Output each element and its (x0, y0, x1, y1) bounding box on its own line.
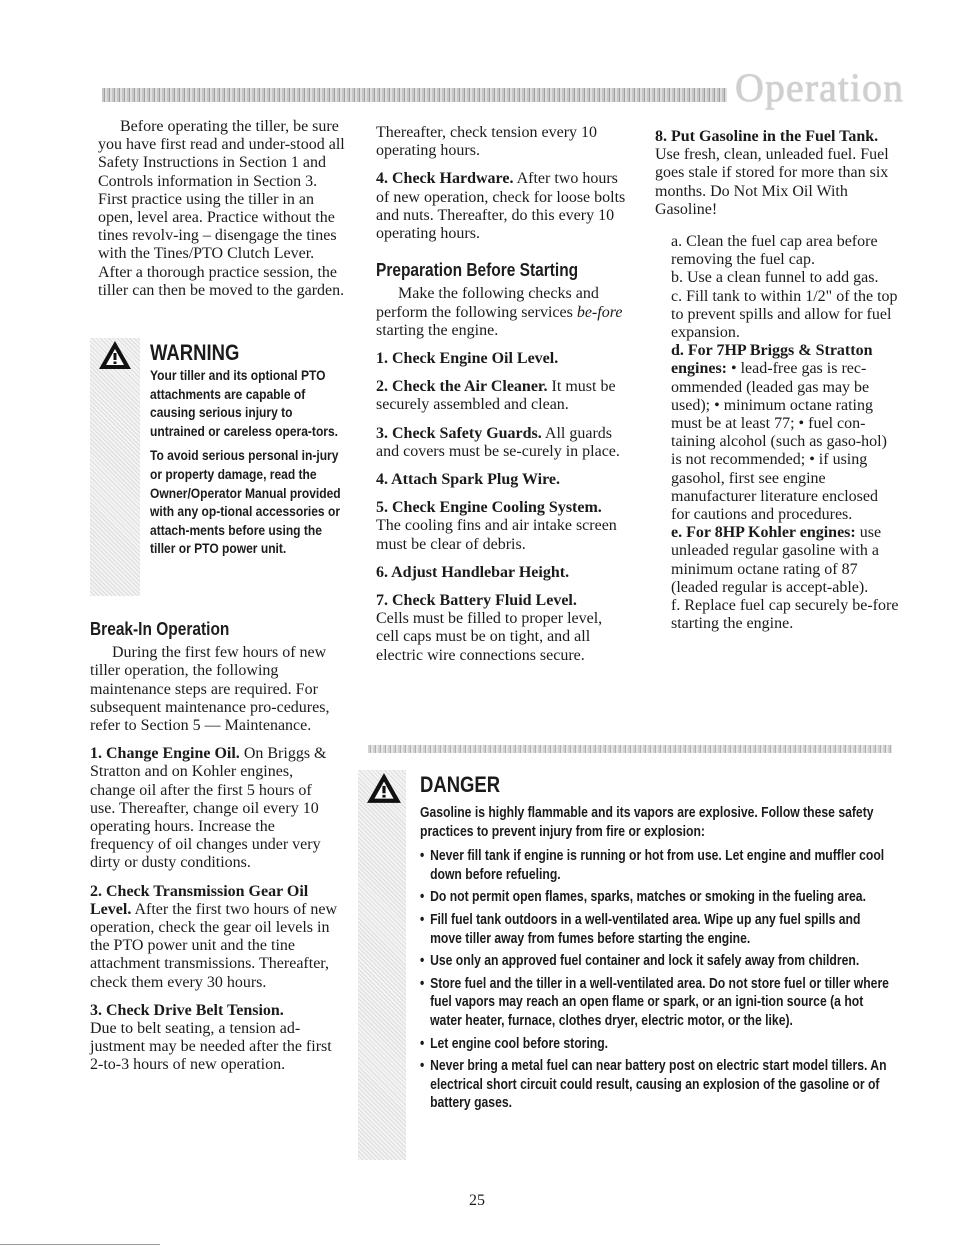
check-5-title: 5. Check Engine Cooling System. (376, 499, 602, 517)
step-e-title: e. For 8HP Kohler engines: (671, 524, 856, 542)
check-4: 4. Attach Spark Plug Wire. (376, 471, 561, 489)
step-c (671, 288, 900, 343)
footer-line (0, 1244, 160, 1245)
danger-list (420, 847, 890, 1113)
item-8-text: Use fresh, clean, unleaded fuel. Fuel goes stale if stored for more than six months. Do Not Mix Oil With Gasoline! (655, 146, 889, 218)
danger-text (420, 804, 890, 1113)
danger-bullet: • Fill fuel tank outdoors in a well-ventilated area. Wipe up any fuel spills and move tiller away from fumes before starting the engine. (420, 911, 890, 948)
warning-shade (90, 338, 140, 596)
step-c-label: c. (671, 287, 683, 305)
danger-top-rule (368, 745, 892, 753)
step-c-text: Fill tank to within 1/2" of the top to prevent spills and allow for fuel expansion. (671, 287, 898, 342)
check-7 (376, 592, 626, 665)
check-5 (376, 499, 626, 554)
item-4 (376, 170, 626, 243)
danger-bullet: • Let engine cool before storing. (420, 1035, 890, 1054)
danger-bullet: • Do not permit open flames, sparks, matches or smoking in the fueling area. (420, 888, 890, 907)
check-1: 1. Check Engine Oil Level. (376, 350, 559, 368)
step-f-label: f. (671, 597, 681, 615)
prep-text-em: be-fore (576, 303, 623, 321)
item-2-text: After the first two hours of new operation, check the gear oil levels in the PTO power unit and the tine attachment transmissions. Thereafter, check them every 30 hours. (90, 900, 338, 991)
page-number: 25 (469, 1192, 485, 1209)
fuel-steps (655, 233, 900, 633)
danger-intro: Gasoline is highly flammable and its vapors are explosive. Follow these safety practices to prevent injury from fire or explosion: (420, 805, 874, 840)
item-1-text: On Briggs & Stratton and on Kohler engines, change oil after the first 5 hours of use. Thereafter, change oil every 10 operating hours. Increase the frequency of oil changes under very dirty or dusty conditions. (90, 745, 327, 872)
item-1-title: 1. Change Engine Oil. (90, 745, 240, 763)
step-d-title: d. For 7HP Briggs & Stratton engines: (671, 342, 873, 378)
item-2-title: 2. Check Transmission Gear Oil Level. (90, 882, 309, 918)
break-in-text: During the first few hours of new tiller operation, the following maintenance steps are required. For subsequent maintenance pro-cedures, refer to Section 5 — Maintenance. (90, 644, 330, 735)
item-3-text: Due to belt seating, a tension ad-justment may be needed after the first 2-to-3 hours of new operation. (90, 1020, 332, 1074)
check-3 (376, 425, 626, 461)
column-1-intro (98, 118, 350, 300)
danger-bullet: • Store fuel and the tiller in a well-ventilated area. Do not store fuel or tiller where fuel vapors may reach an open flame or spark, or an igni-tion source (a hot water heater, furnace, clothes dryer, electric motor, or the like). (420, 975, 890, 1031)
break-in-section (90, 620, 340, 1075)
check-6: 6. Adjust Handlebar Height. (376, 563, 570, 581)
danger-bullet: • Use only an approved fuel container and lock it safely away from children. (420, 952, 890, 971)
prep-text-a: Make the following checks and perform the following services (376, 285, 599, 321)
step-e (671, 524, 900, 597)
danger-box (358, 770, 898, 1162)
check-7-text: Cells must be filled to proper level, cell caps must be on tight, and all electric wire connections secure. (376, 610, 603, 664)
column-3 (655, 128, 900, 633)
item-8-title: 8. Put Gasoline in the Fuel Tank. (655, 128, 879, 145)
warning-text (150, 366, 344, 558)
check-2 (376, 378, 626, 414)
danger-title: DANGER (420, 772, 501, 797)
step-d (671, 342, 900, 524)
step-a (671, 233, 900, 269)
warning-title: WARNING (150, 340, 240, 365)
item-4-title: 4. Check Hardware. (376, 170, 514, 188)
item-3 (90, 1002, 340, 1075)
warning-paragraph-2: To avoid serious personal in-jury or property damage, read the Owner/Operator Manual provided with any op-tional accessories or attach-ments before using the tiller or PTO power unit. (150, 447, 341, 557)
step-e-text: use unleaded regular gasoline with a minimum octane rating of 87 (leaded regular is accept-able). (671, 524, 882, 596)
danger-shade (358, 770, 406, 1160)
check-5-text: The cooling fins and air intake screen must be clear of debris. (376, 517, 617, 553)
warning-paragraph-1: Your tiller and its optional PTO attachments are capable of causing serious injury to untrained or careless opera-tors. (150, 367, 339, 439)
check-7-title: 7. Check Battery Fluid Level. (376, 592, 577, 610)
check-2-title: 2. Check the Air Cleaner. (376, 378, 548, 396)
step-d-text: • lead-free gas is rec-ommended (leaded gas may be used); • minimum octane rating must be at least 77; • fuel con-taining alcohol (such as gaso-hol) is not recommended; • if using gasohol, first see engine manufacturer literature enclosed for cautions and procedures. (671, 360, 887, 524)
warning-triangle-icon (98, 340, 132, 370)
prep-text-b: starting the engine. (376, 321, 499, 339)
step-b-label: b. (671, 269, 683, 287)
warning-box (90, 338, 350, 598)
section-title: Operation (727, 66, 904, 110)
preparation-heading: Preparation Before Starting (376, 260, 579, 281)
tension-continued: Thereafter, check tension every 10 operating hours. (376, 124, 598, 160)
check-2-text: It must be securely assembled and clean. (376, 378, 616, 414)
item-2 (90, 883, 340, 992)
intro-paragraph: Before operating the tiller, be sure you have first read and under-stood all Safety Instructions in Section 1 and Controls information in Section 3. First practice using the tiller in an open, level area. Practice without the tines revolv-ing – disengage the tines with the Tines/PTO Clutch Lever. After a thorough practice session, the tiller can then be moved to the garden. (98, 118, 345, 299)
break-in-heading: Break-In Operation (90, 619, 230, 639)
item-3-title: 3. Check Drive Belt Tension. (90, 1001, 284, 1019)
item-8 (655, 128, 900, 219)
step-b-text: Use a clean funnel to add gas. (687, 269, 879, 287)
step-a-text: Clean the fuel cap area before removing the fuel cap. (671, 233, 878, 269)
column-2 (376, 124, 626, 665)
item-4-text: After two hours of new operation, check for loose bolts and nuts. Thereafter, do this every 10 operating hours. (376, 170, 626, 243)
check-3-title: 3. Check Safety Guards. (376, 424, 542, 442)
danger-bullet: • Never fill tank if engine is running or hot from use. Let engine and muffler cool down before refueling. (420, 847, 890, 884)
item-1 (90, 745, 340, 872)
danger-bullet: • Never bring a metal fuel can near battery post on electric start model tillers. An electrical short circuit could result, causing an explosion of the gasoline or of battery gases. (420, 1057, 890, 1113)
step-b (671, 269, 900, 287)
check-3-text: All guards and covers must be se-curely in place. (376, 424, 620, 460)
preparation-text (376, 285, 626, 340)
step-f-text: Replace fuel cap securely be-fore starting the engine. (671, 597, 899, 633)
step-f (671, 597, 900, 633)
danger-triangle-icon (366, 772, 402, 804)
step-a-label: a. (671, 233, 683, 251)
